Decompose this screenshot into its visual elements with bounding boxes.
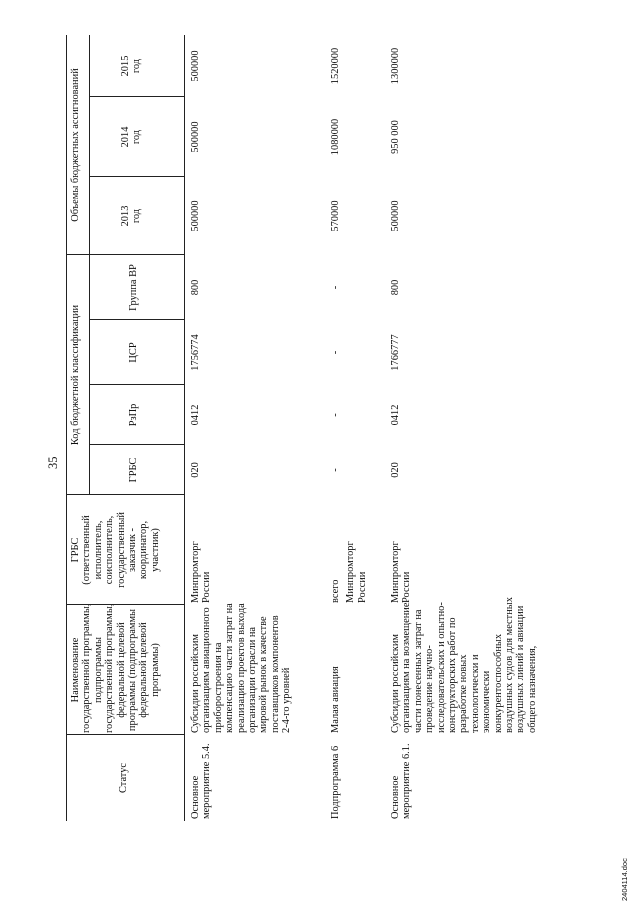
table-top-line (66, 35, 67, 821)
header-grbs: ГРБС (ответственный исполнитель, соисполнитель, государственный заказчик - координатор, участник) (70, 512, 161, 588)
row-grbs: всего (330, 579, 341, 603)
row-2013: 570000 (330, 200, 341, 232)
header-allocations: Объемы бюджетных ассигнований (70, 68, 81, 222)
row-grbs: Минпромторг России (390, 541, 413, 603)
row-code-grbs: - (330, 468, 341, 472)
col-line-grbs-code (66, 494, 184, 495)
row-grbs: Минпромторг России (190, 541, 213, 603)
header-2014: 2014 год (120, 126, 143, 148)
row-csr: - (330, 350, 341, 355)
header-grbs-code: ГРБС (128, 457, 139, 483)
header-budget-code: Код бюджетной классификации (70, 304, 81, 446)
row-vr: 800 (190, 279, 201, 296)
col-line-status-name (66, 734, 184, 735)
row-name: Субсидии российским организациям авиационного приборостроения на компенсацию части затрат на реализацию проектов выхода организации отрасли на мировой рынок в качестве поставщиков компонентов 2-4-го уровней (190, 603, 293, 733)
row-grbs-detail: Минпромторг России (345, 541, 368, 603)
row-csr: 1766777 (390, 334, 401, 371)
header-status: Статус (118, 763, 129, 794)
header-vr: Группа ВР (128, 264, 139, 311)
header-2013: 2013 год (120, 205, 143, 227)
header-2015: 2015 год (120, 55, 143, 77)
col-line-name-grbs (66, 604, 184, 605)
row-2014: 950 000 (390, 120, 401, 154)
row-status: Основное мероприятие 6.1. (390, 743, 413, 819)
row-vr: 800 (390, 279, 401, 296)
col-line-rzpr-csr (89, 384, 184, 385)
row-csr: 1756774 (190, 334, 201, 371)
row-2015: 1520000 (330, 47, 341, 85)
row-2013: 500000 (390, 200, 401, 232)
header-name: Наименование государственной программы, подпрограммы государственной программы, федеральной целевой программы (подпрограммы федеральной целевой программы) (70, 603, 161, 733)
page-number: 35 (46, 456, 60, 469)
row-2014: 1080000 (330, 118, 341, 156)
col-line-y13-y14 (89, 176, 184, 177)
col-line-csr-vr (89, 319, 184, 320)
col-line-code-rzpr (89, 444, 184, 445)
row-vr: - (330, 285, 341, 290)
col-line-vr-2013 (66, 254, 184, 255)
header-bottom-line (184, 35, 185, 821)
subheader-line-alloc (89, 35, 90, 255)
row-status: Основное мероприятие 5.4. (190, 743, 213, 819)
row-2015: 500000 (190, 50, 201, 82)
footer-filename: 2404114.doc (620, 858, 629, 901)
row-rzpr: 0412 (190, 404, 201, 426)
row-code-grbs: 020 (190, 462, 201, 478)
row-2015: 1300000 (390, 47, 401, 85)
row-code-grbs: 020 (390, 462, 401, 478)
row-name: Субсидии российским организациям на возмещение части понесенных затрат на проведение научно- исследовательских и опытно- конструкторских работ по разработке новых технологически и экономически конкурентоспособных воздушных судов для местных воздушных линий и авиации общего назначения, (390, 597, 538, 733)
row-rzpr: - (330, 413, 341, 417)
col-line-y14-y15 (89, 96, 184, 97)
row-status: Подпрограмма 6 (330, 745, 341, 819)
row-rzpr: 0412 (390, 404, 401, 426)
subheader-line (89, 255, 90, 495)
row-2014: 500000 (190, 121, 201, 153)
row-2013: 500000 (190, 200, 201, 232)
header-csr: ЦСР (128, 342, 139, 363)
row-name: Малая авиация (330, 666, 341, 733)
header-rzpr: РзПр (128, 403, 139, 427)
